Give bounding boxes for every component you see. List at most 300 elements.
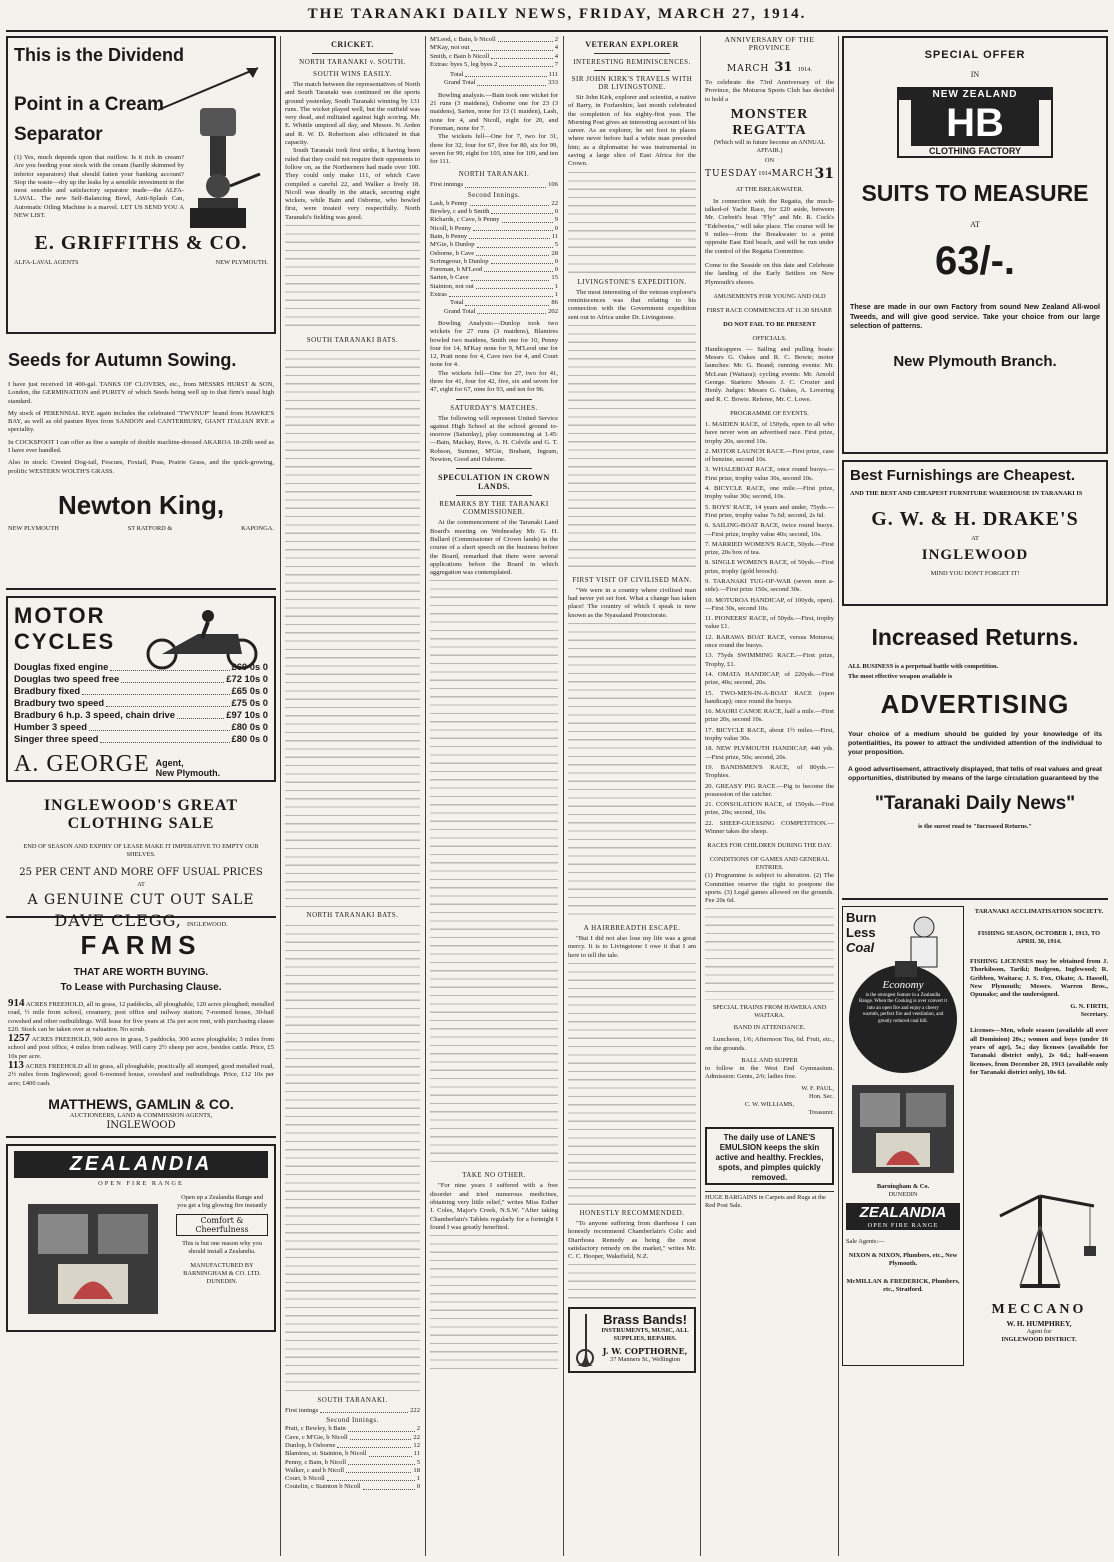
grand-value: 202 bbox=[548, 307, 558, 315]
motor-cycles-advert bbox=[6, 596, 276, 782]
trains-label: SPECIAL TRAINS FROM HAWERA AND WAITARA. bbox=[712, 1004, 827, 1020]
griffiths-body: (1) Yes, much depends upon that outflow. Is it rich in cream? Are you feeding your stock with the cream (hardly skimmed by inferior separators) that should fatten your banking account? Stop the waste—dry up the leaks by a sensible investment in the most sensible and satisfactory separator made—the ALFA-LAVAL. The new Self-Balancing Bowl, Anti-Splash Can, Automatic Oiling Machine is a marvel. LET US SEND YOU A NEW LIST. bbox=[14, 154, 184, 220]
event-item: 13. 75yds SWIMMING RACE.—First prize, Trophy, £1. bbox=[705, 652, 834, 668]
farms-entry-3 bbox=[8, 1061, 274, 1088]
cricket-sub-5: SOUTH TARANAKI. bbox=[317, 1396, 388, 1405]
annual-note: (Which will in future become an ANNUAL AFFAIR.) bbox=[713, 138, 826, 154]
batsman-runs: 4 bbox=[554, 44, 558, 52]
date-month: MARCH bbox=[727, 64, 770, 74]
motor-model: Douglas two speed free bbox=[14, 673, 120, 684]
masthead-rule bbox=[6, 30, 1108, 32]
event-item: 18. NEW PLYMOUTH HANDICAP, 440 yds.—First prize, 50s; second, 20s. bbox=[705, 745, 834, 761]
hb-logo bbox=[897, 87, 1053, 158]
suit-price: 63/-. bbox=[934, 239, 1016, 283]
farms-entry-2-num: 1257 bbox=[8, 1032, 30, 1045]
on-label: ON bbox=[764, 156, 775, 164]
score-row bbox=[285, 1450, 420, 1458]
batsman-runs: 5 bbox=[554, 241, 558, 249]
batsman-runs: 28 bbox=[551, 249, 558, 257]
motor-price-row bbox=[14, 697, 268, 709]
batsman-name: M'Kay, not out bbox=[430, 44, 470, 52]
batsman-name: Bewley, c and b Smith bbox=[430, 208, 490, 216]
carpets-text: HUGE BARGAINS in Carpets and Rugs at the Red Post Sale. bbox=[705, 1191, 834, 1210]
cricket-para-1: The match between the representatives of North and South Taranaki was continued on the sports ground yesterday, South Taranaki winning by 131 runs. The wicket played well, but the outfield was very dead, and militated against high scoring. Mr. E. Whittle umpired all day, and Messrs. N. Arden and R. W. D. Robertson also officiated in that capacity. bbox=[285, 81, 420, 147]
event-item: 20. GREASY PIG RACE.—Pig to become the possession of the catcher. bbox=[705, 782, 834, 798]
burn-maker: Barningham & Co. bbox=[876, 1183, 930, 1190]
batsman-name: Bain, b Penny bbox=[430, 232, 468, 240]
farms-entry-2-text: ACRES FREEHOLD, 900 acres in grass, 5 paddocks, 300 acres ploughable; 3 miles from school and post office, 4 miles from railway. Will carry 2½ sheep per acre, besides cattle. Price, £5 10s per acre. bbox=[8, 1036, 274, 1060]
clegg-advert bbox=[6, 788, 276, 930]
brass-bands-advert bbox=[568, 1307, 696, 1373]
motor-town: New Plymouth. bbox=[155, 768, 221, 778]
leader-dots bbox=[350, 1434, 412, 1440]
brass-instrument-icon bbox=[573, 1312, 599, 1368]
burn-less-coal-advert bbox=[842, 906, 964, 1366]
batsman-runs: 0 bbox=[416, 1483, 420, 1491]
score-row bbox=[430, 233, 558, 241]
leader-dots bbox=[449, 291, 553, 297]
score-row bbox=[430, 44, 558, 52]
motor-price: £72 10s 0 bbox=[226, 673, 268, 684]
range-illustration-icon bbox=[18, 1194, 168, 1326]
griffiths-agents: ALFA-LAVAL AGENTS bbox=[14, 259, 79, 267]
article-text-block bbox=[430, 1232, 558, 1372]
monster-label: MONSTER bbox=[730, 106, 809, 122]
batsman-runs: 4 bbox=[554, 52, 558, 60]
griffiths-headline-2: Point in a Cream bbox=[14, 94, 164, 115]
score-row bbox=[430, 71, 558, 79]
farms-advert bbox=[6, 924, 276, 1138]
tuesday-label: TUESDAY bbox=[705, 168, 758, 179]
at-label: AT bbox=[970, 220, 980, 229]
seeds-body-4: Also in stock: Crested Dog-tail, Fescues, Foxtail, Poas, Prairie Grass, and the quick-growing, prolific WESTERN WOLTH'S GRASS. bbox=[8, 459, 274, 475]
article-text-block bbox=[285, 922, 420, 1392]
accl-sig: G. N. FIRTH, bbox=[1070, 1003, 1108, 1011]
event-item: 19. BANDSMEN'S RACE, of 80yds.—Trophies. bbox=[705, 763, 834, 780]
brass-sub: INSTRUMENTS, MUSIC, ALL SUPPLIES, REPAIRS. bbox=[601, 1327, 689, 1343]
accl-body: FISHING LICENSES may be obtained from J. Thorkilsson, Tariki; Budgeon, Inglewood; R. Gribben, Waitara; J. S. Fox, Okato; A. Hassell, New Plymouth; Messrs. Warren Bros., Opunake; and the undersigned. bbox=[970, 958, 1108, 999]
article-text-block bbox=[568, 322, 696, 572]
range-illustration-icon bbox=[846, 1079, 960, 1183]
lunch-text: Luncheon, 1/6; Afternoon Tea, 6d. Fruit, etc., on the grounds. bbox=[705, 1036, 834, 1052]
score-table bbox=[430, 200, 558, 300]
leader-dots bbox=[337, 1442, 411, 1448]
leader-dots bbox=[484, 266, 552, 272]
leader-dots bbox=[499, 61, 552, 67]
wickets-fell-1: The wickets fell—One for 7, two for 31, three for 32, four for 67, five for 80, six for 99, seven for 99, eight for 103, nine for 109, and ten for 111. bbox=[430, 133, 558, 166]
masthead-title: THE TARANAKI DAILY NEWS, FRIDAY, MARCH 27, 1914. bbox=[307, 6, 807, 22]
batsman-name: Osborne, b Cave bbox=[430, 249, 475, 257]
seeds-body-2: My stock of PERENNIAL RYE again includes the celebrated "TWYNUP" brand from HAWKE'S BAY, as well as old pasture Ryes from SANDON and CANTERBURY, GIANT ITALIAN RYE a speciality. bbox=[8, 409, 274, 434]
score-row bbox=[430, 241, 558, 249]
article-text-block bbox=[568, 960, 696, 1205]
regatta-intro: To celebrate the 73rd Anniversary of the Province, the Moturoa Sports Club has decided to hold a bbox=[705, 79, 834, 103]
batsman-runs: 11 bbox=[551, 232, 558, 240]
hb-body: These are made in our own Factory from sound New Zealand All-wool Tweeds, and will give good service. Take your choice from our large selection of patterns. bbox=[850, 302, 1100, 330]
leader-dots bbox=[121, 673, 224, 683]
clegg-at: AT bbox=[137, 881, 145, 888]
zealandia-text-2: This is but one reason why you should install a Zealandia. bbox=[182, 1240, 262, 1255]
burn-label: Burn bbox=[846, 910, 877, 925]
batsman-runs: 2 bbox=[416, 1425, 420, 1433]
adv-body-1: Your choice of a medium should be guided by your knowledge of its potentialities, its power to attract the undivided attention of the individual to your proposition. bbox=[848, 731, 1102, 756]
griffiths-town: NEW PLYMOUTH. bbox=[215, 259, 268, 267]
farms-entry-3-text: ACRES FREEHOLD all in grass, all ploughable, practically all stumped, good metalled road, 2½ miles from Inglewood; good 6-roomed house, cowshed and outbuildings. Price, £12 10s per acre; £400 cash. bbox=[8, 1063, 274, 1087]
farms-town: INGLEWOOD bbox=[106, 1119, 176, 1131]
leader-dots bbox=[476, 250, 549, 256]
batsman-name: Penny, c Bain, b Nicoll bbox=[285, 1458, 347, 1466]
hb-logo-letters: HB bbox=[911, 100, 1039, 146]
children-label: RACES FOR CHILDREN DURING THE DAY. bbox=[707, 842, 832, 850]
batsman-runs: 22 bbox=[551, 199, 558, 207]
seeds-firm: Newton King, bbox=[57, 489, 225, 520]
score-table bbox=[285, 1425, 420, 1491]
motor-headline-2: CYCLES bbox=[14, 629, 116, 654]
ball-body: to follow in the West End Gymnasium. Admission: Gents, 2/6; ladies free. bbox=[705, 1065, 834, 1081]
motor-price-row bbox=[14, 685, 268, 697]
batsman-name: Coutelin, c Stainton b Nicoll bbox=[285, 1483, 361, 1491]
column-5 bbox=[705, 36, 834, 1556]
leader-dots bbox=[100, 733, 229, 743]
batsman-runs: 1 bbox=[554, 291, 558, 299]
batsman-name: M'Leod, c Bain, b Nicoll bbox=[430, 36, 496, 43]
batsman-name: Blamires, st. Stainton, b Nicoll bbox=[285, 1450, 367, 1458]
motor-price-row bbox=[14, 673, 268, 685]
seeds-addr-3: KAPONGA. bbox=[241, 524, 274, 532]
griffiths-firm: E. GRIFFITHS & CO. bbox=[34, 232, 248, 255]
saturday-body: The following will represent United Service against High School at the school ground to-morrow (Saturday), play commencing at 1.45:—Bain, Mackay, Reve, A. H. Colvile and G. T. Robson, Sumner, M'Gie, Brabant, Ingram, Newton, Good and Osborne. bbox=[430, 414, 558, 464]
zealandia-brand: ZEALANDIA bbox=[14, 1151, 268, 1178]
farms-entry-1 bbox=[8, 999, 274, 1034]
cricket-second-innings: Second Innings. bbox=[326, 1416, 379, 1425]
advertising-advert bbox=[842, 612, 1108, 900]
t-day: 31 bbox=[814, 165, 834, 182]
leader-dots bbox=[502, 216, 553, 222]
meccano-crane-icon bbox=[980, 1176, 1108, 1300]
batsman-runs: 7 bbox=[554, 60, 558, 68]
sale-agent-1: NIXON & NIXON, Plumbers, etc., New Plymouth. bbox=[848, 1252, 958, 1267]
march-label: MARCH bbox=[771, 168, 814, 179]
farms-sub: THAT ARE WORTH BUYING. bbox=[73, 967, 209, 978]
score-row bbox=[285, 1442, 420, 1450]
column-4 bbox=[568, 36, 696, 1556]
motor-price: £60 0s 0 bbox=[231, 661, 268, 672]
score-row bbox=[285, 1407, 420, 1415]
meccano-advert bbox=[970, 1176, 1108, 1366]
secretary-role: Hon. Sec. bbox=[808, 1092, 834, 1100]
burn-town: DUNEDIN bbox=[888, 1191, 918, 1198]
score-value: 106 bbox=[548, 181, 558, 189]
separator-illustration-icon bbox=[170, 104, 266, 234]
brass-head: Brass Bands! bbox=[603, 1312, 687, 1328]
motor-price: £97 10s 0 bbox=[226, 709, 268, 720]
motor-price: £80 0s 0 bbox=[231, 733, 268, 744]
column-2 bbox=[285, 36, 420, 1556]
escape-body: "But I did not also lose my life was a great mercy. It is to Livingstone I owe it that I am here to tell the tale. bbox=[568, 935, 696, 959]
anniversary-heading: ANNIVERSARY OF THE PROVINCE bbox=[724, 35, 815, 52]
batsman-runs: 0 bbox=[554, 257, 558, 265]
grand-label: Grand Total bbox=[444, 307, 476, 315]
event-item: 10. MOTUROA HANDICAP, of 100yds, open).—First 30s, second 10s. bbox=[705, 596, 834, 612]
batsman-runs: 2 bbox=[554, 36, 558, 43]
hb-nz-label: NEW ZEALAND bbox=[899, 89, 1051, 100]
batsman-name: Cave, c M'Gie, b Nicoll bbox=[285, 1433, 348, 1441]
in-label: IN bbox=[970, 70, 980, 79]
seeds-addr-2: ST RATFORD & bbox=[127, 524, 173, 532]
score-row bbox=[430, 250, 558, 258]
total-value: 111 bbox=[548, 71, 558, 79]
event-item: 12. RARAWA BOAT RACE, versus Moturoa; once round the buoys. bbox=[705, 633, 834, 650]
score-row bbox=[430, 208, 558, 216]
officials-body: Handicappers — Sailing and pulling boats: Messrs G. Oakes and R. C. Bowie; motor launches: Mr. G. Brand; running events: Mr. McLean (Waitara); cycling events: Mr. Arnold George. Starters: Messrs J. C. Crozier and Henly. Judges: Messrs G. Oakes, A. Lovering and R. C. Bowie. Referee, Mr. C. Lowe. bbox=[705, 345, 834, 403]
drake-at: AT bbox=[971, 535, 979, 542]
column-divider bbox=[280, 36, 281, 1556]
farms-firm: MATTHEWS, GAMLIN & CO. bbox=[48, 1095, 234, 1112]
batsman-name: Smith, c Bain b Nicoll bbox=[430, 52, 490, 60]
motor-agent: Agent, bbox=[155, 758, 184, 768]
batsman-name: Walker, c and b Nicoll bbox=[285, 1466, 345, 1474]
score-table bbox=[430, 36, 558, 69]
column-3 bbox=[430, 36, 558, 1556]
band-label: BAND IN ATTENDANCE. bbox=[733, 1024, 806, 1032]
motor-model: Singer three speed bbox=[14, 733, 99, 744]
event-item: 4. BICYCLE RACE, one mile.—First prize, trophy value 30s; second, 10s. bbox=[705, 485, 834, 501]
treasurer-name: C. W. WILLIAMS, bbox=[744, 1100, 795, 1108]
adv-line-1: ALL BUSINESS is a perpetual battle with competition. bbox=[848, 663, 999, 670]
batsman-name: Court, b Nicoll bbox=[285, 1475, 325, 1483]
farms-entry-2 bbox=[8, 1034, 274, 1061]
suits-headline: SUITS TO MEASURE bbox=[861, 180, 1089, 206]
motor-price: £65 0s 0 bbox=[231, 685, 268, 696]
griffiths-headline-3: Separator bbox=[14, 124, 103, 145]
motor-price-row bbox=[14, 709, 268, 721]
motor-model: Bradbury fixed bbox=[14, 685, 81, 696]
regatta-come: Come to the Seaside on this date and Celebrate the landing of the Early Settlers on New Plymouth's shores. bbox=[705, 261, 834, 286]
breakwater-label: AT THE BREAKWATER. bbox=[735, 185, 804, 193]
score-row bbox=[430, 308, 558, 316]
regatta-connection: In connection with the Regatta, the much-talked-of Yacht Race, for £20 aside, between Mr. Corbett's boat "Fly" and Mr. R. Cock's "Edelweiss," will take place. The course will be 9 miles—from the Breakwater to a point opposite East End beach, and will be run under the control of the Regatta Committee. bbox=[705, 197, 834, 255]
burn-brand: ZEALANDIA bbox=[846, 1203, 960, 1222]
leader-dots bbox=[106, 697, 229, 707]
zealandia-advert bbox=[6, 1144, 276, 1332]
score-row bbox=[285, 1467, 420, 1475]
leader-dots bbox=[498, 36, 553, 42]
zealandia-maker: MANUFACTURED BY BARNINGHAM & CO. LTD. DUNEDIN. bbox=[183, 1262, 261, 1285]
speculation-body: At the commencement of the Taranaki Land Board's meeting on Wednesday Mr. G. H. Bullard (Commissioner of Crown lands) in the course of a short speech on the business before the Board, remarked that there were several applications before the Board in which aggregation was contemplated. bbox=[430, 519, 558, 577]
clegg-headline: INGLEWOOD'S GREAT CLOTHING SALE bbox=[43, 797, 239, 832]
event-item: 2. MOTOR LAUNCH RACE.—First prize, case of benzine, second 10s. bbox=[705, 447, 834, 464]
zealandia-slogan: Comfort & Cheerfulness bbox=[176, 1214, 268, 1236]
score-row bbox=[285, 1459, 420, 1467]
event-item: 7. MARRIED WOMEN'S RACE, 50yds.—First prize, 20s box of tea. bbox=[705, 540, 834, 557]
cricket-sub-2: SOUTH WINS EASILY. bbox=[313, 70, 392, 78]
batsman-name: Extras: byes 5, leg byes 2 bbox=[430, 60, 498, 68]
column-divider bbox=[563, 36, 564, 1556]
event-item: 14. OMATA HANDICAP, of 220yds.—First prize, 40s; second, 20s. bbox=[705, 670, 834, 687]
less-label: Less bbox=[846, 925, 876, 940]
column-divider bbox=[838, 36, 839, 1556]
sale-agent-2: McMILLAN & FREDERICK, Plumbers, etc., Stratford. bbox=[846, 1278, 960, 1293]
take-no-other-body: "For nine years I suffered with a free disorder and tried numerous medicines, obtaining very little relief," writes Miss Esther J. Coles, Major's Creek, N.S.W. "After taking Chamberlain's Tablets regularly for a fortnight I found I was greatly benefited. bbox=[430, 1182, 558, 1231]
motor-price-row bbox=[14, 733, 268, 745]
batsman-runs: 0 bbox=[554, 266, 558, 274]
ball-label: BALL AND SUPPER bbox=[741, 1057, 798, 1065]
zealandia-text-1: Open up a Zealandia Range and you get a big glowing fire instantly bbox=[177, 1194, 267, 1209]
seeds-body-3: In COCKSFOOT I can offer as fine a sample of double machine-dressed AKAROA 18-20lb seed as I have ever handled. bbox=[8, 438, 274, 455]
article-text-block bbox=[568, 620, 696, 920]
honest-title: HONESTLY RECOMMENDED. bbox=[579, 1208, 685, 1217]
seeds-advert bbox=[6, 340, 276, 590]
advertising-headline: ADVERTISING bbox=[880, 689, 1070, 719]
bowling-analysis-2: Bowling Analysis:—Dunlop took two wickets for 27 runs (3 maidens), Blamires bowled two maidens, Smith one for 10, Penny four for 14, M'Kay none for 9, M'Leod one for 12, Pratt none for 4, Cave two for 4, and Court none for 4. bbox=[430, 319, 558, 369]
north-taranaki-title: NORTH TARANAKI. bbox=[458, 170, 530, 179]
seeds-headline: Seeds for Autumn Sowing. bbox=[8, 350, 237, 370]
event-item: 9. TARANAKI TUG-OF-WAR (seven men a-side).—First prize 150s, second 30s. bbox=[705, 577, 834, 594]
brass-addr: 37 Manners St., Wellington bbox=[609, 1356, 681, 1364]
score-row bbox=[430, 299, 558, 307]
leader-dots bbox=[491, 208, 552, 214]
article-text-block bbox=[705, 905, 834, 1000]
escape-title: A HAIRBREADTH ESCAPE. bbox=[583, 924, 681, 933]
batsman-name: Scrimgeour, b Dunlop bbox=[430, 257, 489, 265]
take-no-other-title: TAKE NO OTHER. bbox=[462, 1171, 526, 1180]
score-label: First innings bbox=[285, 1407, 319, 1415]
event-item: 16. MAORI CANOE RACE, half a mile.—First prize 20s, second 10s. bbox=[705, 708, 834, 724]
event-item: 5. BOYS' RACE, 14 years and under, 75yds.—First prize, trophy value 7s 6d; second, 2s 6d. bbox=[705, 503, 834, 519]
score-row bbox=[430, 216, 558, 224]
coal-label: Coal bbox=[846, 940, 875, 955]
batsman-runs: 0 bbox=[554, 224, 558, 232]
first-visit-title: FIRST VISIT OF CIVILISED MAN. bbox=[572, 575, 692, 584]
seeds-addr-1: NEW PLYMOUTH bbox=[8, 524, 59, 532]
veteran-title: VETERAN EXPLORER bbox=[585, 40, 679, 49]
clegg-line-2: 25 PER CENT AND MORE OFF USUAL PRICES bbox=[19, 867, 263, 878]
cricket-sub-3: SOUTH TARANAKI BATS. bbox=[306, 336, 399, 345]
article-text-block bbox=[430, 577, 558, 1167]
bowling-analysis-1: Bowling analysis.—Bain took one wicket for 21 runs (3 maidens), Osborne one for 23 (3 maidens), Sarten, none for 13 (1 maiden), Lash, none for 4, and Nicoll, eight for 20, and Foreman, none for 7. bbox=[430, 91, 558, 132]
conditions-body: (1) Programme is subject to alteration. (2) The Committee reserve the right to postpone the sports. (3) Legal games allowed on the grounds. Fee 20s 6d. bbox=[705, 872, 834, 905]
event-item: 15. TWO-MEN-IN-A-BOAT RACE (open handicap); once round the buoys. bbox=[705, 689, 834, 705]
event-item: 6. SAILING-BOAT RACE, twice round buoys.—First prize, trophy value 40s; second, 10s. bbox=[705, 522, 834, 538]
adv-line-2: The most effective weapon available is bbox=[848, 673, 953, 680]
motor-price: £80 0s 0 bbox=[231, 721, 268, 732]
event-item: 1. MAIDEN RACE, of 150yds, open to all who have never won an advertised race. First prize, trophy 20s, second 10s. bbox=[705, 420, 834, 445]
accl-title: TARANAKI ACCLIMATISATION SOCIETY. bbox=[974, 908, 1104, 915]
article-text-block bbox=[568, 1261, 696, 1301]
amusements-label: AMUSEMENTS FOR YOUNG AND OLD bbox=[713, 292, 826, 300]
leader-dots bbox=[471, 44, 552, 50]
hb-clothing-label: CLOTHING FACTORY bbox=[929, 146, 1021, 156]
events-list bbox=[705, 421, 834, 836]
drake-sub: AND THE BEST AND CHEAPEST FURNITURE WAREHOUSE IN TARANAKI IS bbox=[850, 490, 1083, 497]
motor-model: Bradbury two speed bbox=[14, 697, 105, 708]
cricket-title: CRICKET. bbox=[331, 40, 374, 49]
score-row bbox=[285, 1475, 420, 1483]
farms-entry-1-num: 914 bbox=[8, 997, 25, 1009]
score-value: 222 bbox=[410, 1407, 420, 1415]
score-row bbox=[430, 258, 558, 266]
score-row bbox=[430, 274, 558, 282]
regatta-label: REGATTA bbox=[732, 122, 807, 138]
treasurer-role: Treasurer. bbox=[808, 1108, 834, 1116]
leader-dots bbox=[177, 709, 224, 719]
meccano-title: MECCANO bbox=[991, 1302, 1087, 1317]
leader-dots bbox=[346, 1467, 411, 1473]
event-item: 8. SINGLE WOMEN'S RACE, of 50yds.—First prize, trophy (gold brooch). bbox=[705, 559, 834, 575]
clegg-line-1: END OF SEASON AND EXPIRY OF LEASE MAKE IT IMPERATIVE TO EMPTY OUR SHELVES. bbox=[23, 843, 259, 858]
batsman-runs: 15 bbox=[551, 274, 558, 282]
adv-end: is the surest road to "Increased Returns." bbox=[918, 823, 1032, 830]
clegg-town: INGLEWOOD. bbox=[186, 921, 228, 928]
score-row bbox=[430, 200, 558, 208]
meccano-district: INGLEWOOD DISTRICT. bbox=[1001, 1336, 1077, 1343]
programme-label: PROGRAMME OF EVENTS. bbox=[730, 409, 809, 417]
leader-dots bbox=[82, 685, 229, 695]
lanes-emulsion-advert bbox=[705, 1127, 834, 1185]
score-row bbox=[430, 79, 558, 87]
batsman-runs: 9 bbox=[554, 216, 558, 224]
clegg-line-3: A GENUINE CUT OUT SALE bbox=[27, 892, 255, 908]
farms-headline: FARMS bbox=[80, 930, 202, 960]
leader-dots bbox=[348, 1459, 415, 1465]
event-item: 21. CONSOLATION RACE, of 150yds.—First prize, 20s; second, 10s. bbox=[705, 801, 834, 817]
score-row bbox=[430, 53, 558, 61]
conditions-label: CONDITIONS OF GAMES AND GENERAL ENTRIES. bbox=[709, 856, 830, 872]
score-row bbox=[430, 225, 558, 233]
date-day: 31 bbox=[774, 60, 793, 75]
griffiths-advert bbox=[6, 36, 276, 334]
accl-licenses: Licenses—Men, whole season (available all over all Dominion) 20s.; women and boys (under 16 years of age), 5s.; day licenses (available for Taranaki district only), 2s 6d.; half-season licenses, from December 20, 1913 (available only for Taranaki district only), 10s 6d. bbox=[970, 1027, 1108, 1076]
saturday-title: SATURDAY'S MATCHES. bbox=[450, 403, 538, 412]
economy-label: Economy bbox=[882, 979, 924, 991]
sale-agents-title: Sale Agents:— bbox=[846, 1238, 885, 1245]
meccano-role: Agent for bbox=[1026, 1328, 1052, 1335]
leader-dots bbox=[348, 1425, 415, 1431]
score-row bbox=[285, 1425, 420, 1433]
honest-body: "To anyone suffering from diarrhoea I can honestly recommend Chamberlain's Colic and Diarrhoea Remedy as being the most satisfactory remedy on the market," writes Mr. C. C. Hooper, Wakefield, N.Z. bbox=[568, 1219, 696, 1261]
column-6 bbox=[842, 36, 1108, 1556]
leader-dots bbox=[491, 258, 553, 264]
batsman-runs: 1 bbox=[416, 1475, 420, 1483]
coal-miner-icon bbox=[889, 911, 959, 985]
batsman-name: Sarten, b Cave bbox=[430, 274, 469, 282]
total-value: 86 bbox=[551, 299, 558, 307]
event-item: 3. WHALEBOAT RACE, once round buoys.—First prize, trophy value 30s, second 10s. bbox=[705, 466, 834, 482]
batsman-runs: 1 bbox=[554, 282, 558, 290]
event-item: 22. SHEEP-GUESSING COMPETITION.—Winner takes the sheep. bbox=[705, 819, 834, 835]
seeds-body-1: I have just received 18 400-gal. TANKS OF CLOVERS, etc., from MESSRS HURST & SON, London, the GERMINATION and PURITY of which Seeds being well up to that firm's usual high standard. bbox=[8, 381, 274, 405]
lanes-text: The daily use of LANE'S EMULSION keeps the skin active and healthy. Freckles, spots, and pimples quickly removed. bbox=[715, 1132, 824, 1182]
cricket-para-2: South Taranaki took first strike, it having been ruled that they could not require their opponents to follow on, as the Northerners had made over 100. They could only make 111, of which Cave compiled a careful 22, and Walker a lively 18. Nicoll was deadly in the attack, securing eight wickets, while Bain and Osborne, who bowled first, were treated very respectfully. North Taranaki's fielding was good. bbox=[285, 147, 420, 221]
adv-paper-name: "Taranaki Daily News" bbox=[874, 793, 1076, 814]
speculation-sub: REMARKS BY THE TARANAKI COMMISSIONER. bbox=[439, 500, 549, 517]
batsman-runs: 18 bbox=[413, 1466, 420, 1474]
leader-dots bbox=[477, 241, 553, 247]
leader-dots bbox=[469, 233, 549, 239]
date-year: 1914. bbox=[797, 66, 812, 73]
grand-value: 333 bbox=[548, 79, 558, 87]
article-text-block bbox=[285, 347, 420, 907]
motor-headline-1: MOTOR bbox=[14, 603, 106, 628]
secretary-name: W. F. PAUL, bbox=[801, 1084, 834, 1092]
batsman-name: Foreman, b M'Leod bbox=[430, 266, 483, 274]
drake-firm: G. W. & H. DRAKE'S bbox=[871, 508, 1079, 530]
batsman-name: M'Gie, b Dunlop bbox=[430, 241, 475, 249]
total-label: Total bbox=[450, 299, 464, 307]
batsman-name: Richards, c Cave, b Penny bbox=[430, 216, 500, 224]
motor-firm: A. GEORGE bbox=[14, 751, 150, 777]
leader-dots bbox=[89, 721, 230, 731]
